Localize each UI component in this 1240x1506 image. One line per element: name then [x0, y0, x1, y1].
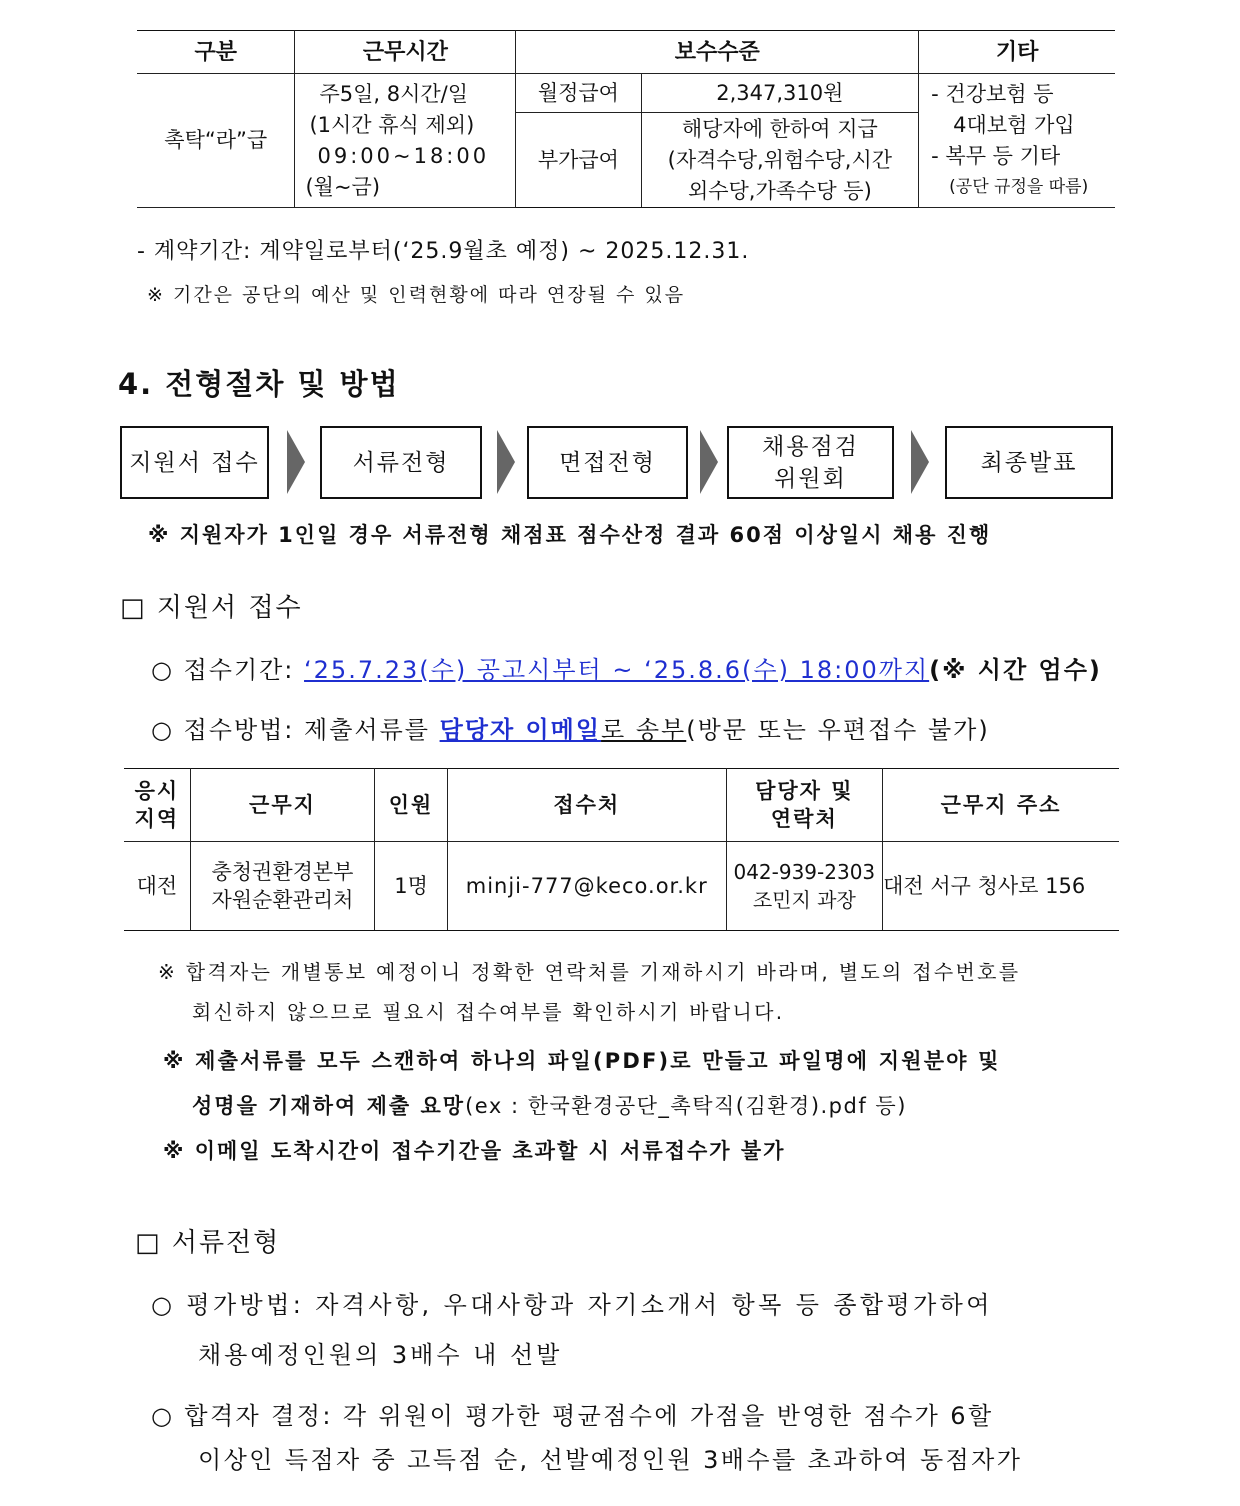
pay-header-pay: 보수수준: [516, 31, 919, 74]
pay-category: 촉탁“라”급: [137, 74, 295, 208]
step-document-screening: 서류전형: [320, 426, 482, 499]
application-method: ○ 접수방법: 제출서류를 담당자 이메일로 송부(방문 또는 우편접수 불가): [151, 716, 990, 744]
pay-hours: 주5일, 8시간/일 (1시간 휴식 제외) 09:00~18:00 (월~금): [295, 74, 516, 208]
contract-period: - 계약기간: 계약일로부터(‘25.9월초 예정) ~ 2025.12.31.: [137, 239, 750, 264]
step-committee: 채용점검 위원회: [727, 426, 894, 499]
note-3: ※ 이메일 도착시간이 접수기간을 초과할 시 서류접수가 불가: [163, 1139, 786, 1163]
section4-title: 4. 전형절차 및 방법: [118, 367, 400, 401]
pay-extra-value: 해당자에 한하여 지급 (자격수당,위험수당,시간 외수당,가족수당 등): [641, 113, 919, 208]
pay-extra-label: 부가급여: [516, 113, 641, 208]
application-email-emphasis: 담당자 이메일: [439, 716, 602, 744]
office-header-receiver: 접수처: [447, 769, 726, 842]
step-arrow-icon: [700, 430, 718, 494]
screening-pass-b: 이상인 득점자 중 고득점 순, 선발예정인원 3배수를 초과하여 동점자가: [198, 1446, 1023, 1474]
screening-pass-a: ○ 합격자 결정: 각 위원이 평가한 평균점수에 가점을 반영한 점수가 6할: [151, 1402, 994, 1430]
step-arrow-icon: [497, 430, 515, 494]
office-header-count: 인원: [375, 769, 448, 842]
office-address: 대전 서구 청사로 156: [883, 842, 1119, 931]
office-table: [124, 768, 1119, 931]
office-header-address: 근무지 주소: [883, 769, 1119, 842]
application-title: □ 지원서 접수: [120, 593, 303, 623]
pay-table: [137, 30, 1115, 208]
pay-header-category: 구분: [137, 31, 295, 74]
pay-etc: - 건강보험 등 4대보험 가입 - 복무 등 기타 (공단 규정을 따름): [919, 74, 1115, 208]
application-period: ○ 접수기간: ‘25.7.23(수) 공고시부터 ~ ‘25.8.6(수) 18:00까지(※ 시간 엄수): [151, 656, 1102, 684]
table-row: [124, 842, 1119, 931]
pay-header-hours: 근무시간: [295, 31, 516, 74]
note-2a: ※ 제출서류를 모두 스캔하여 하나의 파일(PDF)로 만들고 파일명에 지원분야 및: [163, 1049, 1001, 1073]
pay-header-etc: 기타: [919, 31, 1115, 74]
contract-note: ※ 기간은 공단의 예산 및 인력현황에 따라 연장될 수 있음: [147, 284, 686, 306]
office-workplace: 충청권환경본부 자원순환관리처: [190, 842, 374, 931]
pay-monthly-value: 2,347,310원: [641, 74, 919, 113]
application-period-value: ‘25.7.23(수) 공고시부터 ~ ‘25.8.6(수) 18:00까지: [304, 656, 930, 684]
note-2b: 성명을 기재하여 제출 요망(ex : 한국환경공단_촉탁직(김환경).pdf 등): [192, 1094, 907, 1118]
note-1b: 회신하지 않으므로 필요시 접수여부를 확인하시기 바랍니다.: [192, 1000, 785, 1024]
screening-eval-a: ○ 평가방법: 자격사항, 우대사항과 자기소개서 항목 등 종합평가하여: [151, 1291, 993, 1319]
screening-title: □ 서류전형: [135, 1228, 281, 1258]
office-header-contact: 담당자 및 연락처: [726, 769, 883, 842]
step-application: 지원서 접수: [120, 426, 269, 499]
office-count: 1명: [375, 842, 448, 931]
step-interview: 면접전형: [527, 426, 688, 499]
step-arrow-icon: [911, 430, 929, 494]
screening-eval-b: 채용예정인원의 3배수 내 선발: [198, 1341, 563, 1369]
step-arrow-icon: [287, 430, 305, 494]
note-1a: ※ 합격자는 개별통보 예정이니 정확한 연락처를 기재하시기 바라며, 별도의 접수번호를: [158, 960, 1021, 984]
office-header-region: 응시 지역: [124, 769, 190, 842]
office-region: 대전: [124, 842, 190, 931]
steps-note: ※ 지원자가 1인일 경우 서류전형 채점표 점수산정 결과 60점 이상일시 채용 진행: [148, 523, 992, 547]
pay-monthly-label: 월정급여: [516, 74, 641, 113]
office-email[interactable]: minji-777@keco.or.kr: [447, 842, 726, 931]
office-header-workplace: 근무지: [190, 769, 374, 842]
step-final-announcement: 최종발표: [945, 426, 1113, 499]
office-contact: 042-939-2303 조민지 과장: [726, 842, 883, 931]
